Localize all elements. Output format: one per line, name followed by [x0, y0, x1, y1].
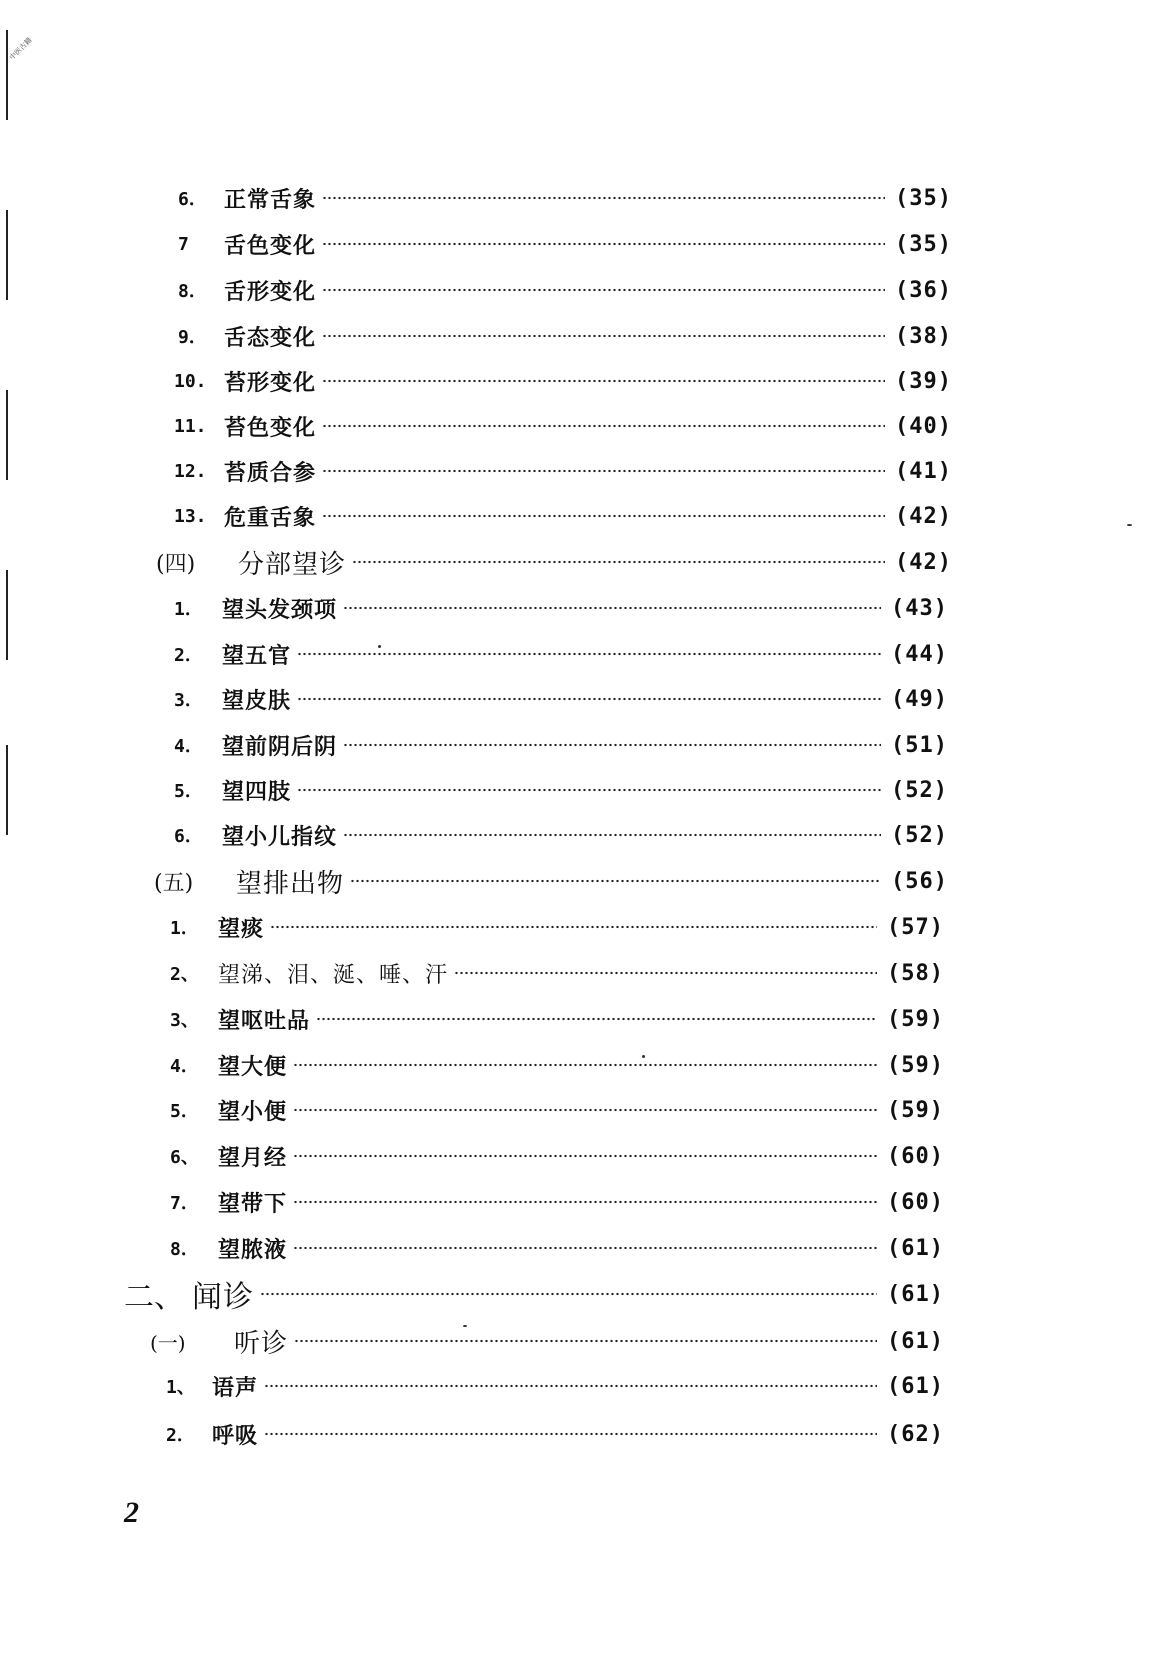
scan-mark — [6, 570, 8, 660]
toc-entry — [178, 178, 952, 218]
dot-leader — [260, 1292, 877, 1296]
toc-entry-page: (36) — [895, 277, 952, 303]
toc-entry-page: (61) — [887, 1235, 944, 1261]
toc-entry-page: (57) — [887, 914, 944, 940]
toc-entry — [174, 770, 948, 810]
dot-leader — [264, 1384, 877, 1388]
scan-mark — [6, 210, 8, 300]
toc-entry-number: 二、 — [124, 1280, 184, 1315]
toc-entry — [166, 1414, 944, 1454]
toc-entry-number: 9． — [178, 327, 207, 348]
scan-speck — [642, 1055, 645, 1058]
toc-entry-number: 2、 — [170, 964, 199, 985]
toc-entry-page: (52) — [891, 822, 948, 848]
toc-entry-page: (59) — [887, 1006, 944, 1032]
dot-leader — [454, 971, 877, 975]
scan-speck — [463, 1325, 467, 1327]
toc-entry-title: 语声 — [212, 1374, 259, 1401]
toc-entry — [174, 496, 952, 536]
toc-entry-page: (60) — [887, 1143, 944, 1169]
toc-entry-number: 1． — [174, 599, 203, 620]
toc-entry-title: 危重舌象 — [224, 504, 317, 531]
dot-leader — [293, 1246, 877, 1250]
toc-entry — [170, 1136, 944, 1176]
toc-entry-title: 望头发颈项 — [222, 596, 338, 623]
toc-entry-page: (52) — [891, 777, 948, 803]
toc-entry-page: (41) — [895, 458, 952, 484]
toc-entry-number: 7． — [170, 1193, 199, 1214]
toc-entry-number: 3、 — [170, 1010, 199, 1031]
toc-entry — [170, 953, 944, 993]
toc-entry — [170, 1182, 944, 1222]
toc-entry-number: 6． — [174, 826, 203, 847]
toc-entry-title: 望皮肤 — [222, 687, 292, 714]
toc-entry-number: 3． — [174, 690, 203, 711]
toc-entry-number: 7 — [178, 233, 189, 255]
toc-entry — [178, 316, 952, 356]
toc-entry — [170, 1090, 944, 1130]
toc-entry — [174, 725, 948, 765]
dot-leader — [316, 1017, 877, 1021]
toc-entry-page: (61) — [887, 1328, 944, 1354]
toc-entry-number: 6． — [178, 189, 207, 210]
toc-entry-title: 望小儿指纹 — [222, 823, 338, 850]
toc-section-heading — [150, 1321, 944, 1361]
scan-mark — [6, 745, 8, 835]
toc-entry-title: 舌形变化 — [224, 278, 317, 305]
toc-entry-number: 1、 — [166, 1377, 195, 1398]
toc-section-heading — [156, 542, 952, 582]
dot-leader — [322, 424, 885, 428]
dot-leader — [343, 833, 881, 837]
dot-leader — [343, 743, 881, 747]
toc-entry-number: 13. — [174, 505, 207, 527]
toc-entry — [178, 224, 952, 264]
toc-entry — [174, 815, 948, 855]
toc-entry-title: 望呕吐品 — [218, 1007, 311, 1034]
dot-leader — [322, 196, 885, 200]
toc-entry — [174, 634, 948, 674]
toc-entry — [166, 1366, 944, 1406]
toc-entry-page: (42) — [895, 503, 952, 529]
dot-leader — [297, 697, 881, 701]
toc-entry — [174, 406, 952, 446]
toc-entry-title: 望月经 — [218, 1144, 288, 1171]
dot-leader — [343, 606, 881, 610]
toc-entry — [178, 270, 952, 310]
dot-leader — [293, 1063, 877, 1067]
toc-entry-number: 5． — [170, 1101, 199, 1122]
toc-entry — [174, 451, 952, 491]
toc-entry-title: 舌态变化 — [224, 324, 317, 351]
toc-entry-number: (一) — [150, 1330, 186, 1355]
toc-entry-number: 4． — [170, 1056, 199, 1077]
dot-leader — [293, 1108, 877, 1112]
toc-entry-page: (35) — [895, 185, 952, 211]
toc-entry-page: (59) — [887, 1052, 944, 1078]
toc-entry-number: 8． — [178, 281, 207, 302]
scan-mark — [6, 390, 8, 480]
dot-leader — [352, 560, 885, 564]
toc-entry-page: (42) — [895, 549, 952, 575]
toc-entry-number: 2． — [174, 645, 203, 666]
dot-leader — [293, 1200, 877, 1204]
toc-entry-page: (62) — [887, 1421, 944, 1447]
toc-entry-title: 望脓液 — [218, 1236, 288, 1263]
toc-entry-title: 望四肢 — [222, 778, 292, 805]
toc-entry-title: 苔形变化 — [224, 369, 317, 396]
toc-entry-page: (59) — [887, 1097, 944, 1123]
toc-entry — [170, 999, 944, 1039]
toc-entry-page: (56) — [891, 868, 948, 894]
toc-entry-number: (四) — [156, 551, 196, 577]
dot-leader — [322, 514, 885, 518]
scan-speck — [378, 645, 381, 648]
dot-leader — [322, 242, 885, 246]
dot-leader — [350, 879, 881, 883]
toc-entry-title: 舌色变化 — [224, 232, 317, 259]
dot-leader — [294, 1339, 877, 1343]
dot-leader — [322, 469, 885, 473]
scan-speck — [1127, 524, 1132, 526]
toc-entry — [170, 1228, 944, 1268]
dot-leader — [264, 1432, 877, 1436]
toc-entry-title: 呼吸 — [212, 1422, 259, 1449]
dot-leader — [297, 652, 881, 656]
toc-entry-number: 4． — [174, 736, 203, 757]
toc-entry-title: 正常舌象 — [224, 186, 317, 213]
toc-entry-title: 望前阴后阴 — [222, 733, 338, 760]
toc-entry-page: (58) — [887, 960, 944, 986]
toc-entry-title: 望痰 — [218, 915, 265, 942]
dot-leader — [293, 1154, 877, 1158]
toc-entry-title: 听诊 — [234, 1328, 289, 1359]
toc-entry-page: (60) — [887, 1189, 944, 1215]
toc-section-heading — [154, 861, 948, 901]
toc-entry-number: (五) — [154, 870, 194, 896]
toc-entry-title: 苔质合参 — [224, 459, 317, 486]
toc-entry-page: (43) — [891, 595, 948, 621]
toc-entry-title: 望带下 — [218, 1190, 288, 1217]
dot-leader — [322, 379, 885, 383]
toc-entry-title: 望排出物 — [236, 868, 345, 899]
toc-entry — [174, 679, 948, 719]
toc-entry-title: 望大便 — [218, 1053, 288, 1080]
dot-leader — [322, 288, 885, 292]
toc-entry-number: 1． — [170, 918, 199, 939]
toc-entry-number: 5． — [174, 781, 203, 802]
toc-entry-page: (44) — [891, 641, 948, 667]
watermark-stamp: 中医古籍 — [8, 36, 34, 62]
toc-entry-page: (40) — [895, 413, 952, 439]
toc-entry-page: (61) — [887, 1373, 944, 1399]
toc-entry-page: (39) — [895, 368, 952, 394]
page-number: 2 — [124, 1496, 139, 1529]
toc-entry-title: 望五官 — [222, 642, 292, 669]
toc-entry-title: 闻诊 — [192, 1280, 254, 1315]
dot-leader — [270, 925, 877, 929]
dot-leader — [322, 334, 885, 338]
toc-entry-page: (51) — [891, 732, 948, 758]
scan-mark — [6, 30, 8, 120]
toc-entry-number: 6、 — [170, 1147, 199, 1168]
toc-entry — [170, 907, 944, 947]
toc-entry-number: 10. — [174, 370, 207, 392]
toc-entry-page: (35) — [895, 231, 952, 257]
toc-entry-page: (49) — [891, 686, 948, 712]
toc-entry-number: 12. — [174, 460, 207, 482]
toc-entry-title: 分部望诊 — [238, 549, 347, 580]
toc-entry-number: 8． — [170, 1239, 199, 1260]
toc-entry — [174, 588, 948, 628]
toc-entry — [174, 361, 952, 401]
dot-leader — [297, 788, 881, 792]
toc-entry-title: 苔色变化 — [224, 414, 317, 441]
toc-entry-number: 2． — [166, 1425, 195, 1446]
toc-entry-title: 望涕、泪、涎、唾、汗 — [218, 962, 449, 988]
toc-entry-number: 11. — [174, 415, 207, 437]
toc-entry-page: (61) — [887, 1281, 944, 1307]
toc-entry-page: (38) — [895, 323, 952, 349]
toc-chapter-heading — [124, 1274, 944, 1314]
toc-entry-title: 望小便 — [218, 1098, 288, 1125]
toc-entry — [170, 1045, 944, 1085]
